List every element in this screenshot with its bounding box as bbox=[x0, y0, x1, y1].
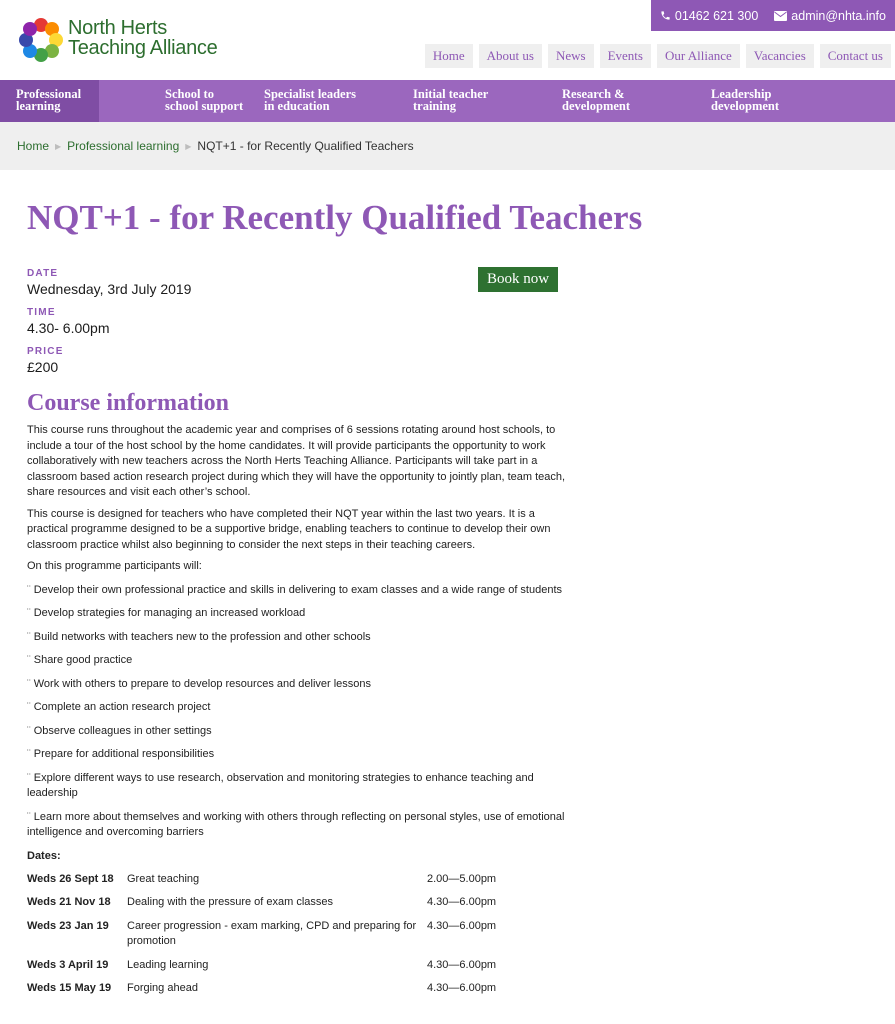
list-item-text: Observe colleagues in other settings bbox=[33, 724, 212, 737]
list-item bbox=[27, 677, 577, 693]
event-meta bbox=[27, 268, 577, 376]
topnav-vacancies[interactable]: Vacancies bbox=[746, 44, 814, 68]
session-date: Weds 15 May 19 bbox=[27, 982, 112, 994]
bullet-marker: ¨ bbox=[27, 771, 31, 784]
session-date: Weds 23 Jan 19 bbox=[27, 919, 109, 932]
list-item bbox=[27, 700, 577, 716]
session-time: 2.00—5.00pm bbox=[427, 872, 497, 885]
main-nav bbox=[0, 80, 895, 122]
session-time: 4.30—6.00pm bbox=[427, 919, 497, 932]
breadcrumb-current: NQT+1 - for Recently Qualified Teachers bbox=[197, 139, 414, 153]
site-name-line1: North Herts bbox=[68, 17, 167, 39]
session-topic: Leading learning bbox=[127, 958, 209, 971]
price-value: £200 bbox=[27, 359, 59, 375]
logo-flower-icon bbox=[17, 16, 65, 64]
breadcrumb bbox=[0, 122, 895, 170]
date-label: DATE bbox=[27, 268, 59, 279]
mainnav-label-line1: School to bbox=[165, 87, 214, 101]
breadcrumb-separator-icon: ▶ bbox=[55, 141, 62, 151]
topnav-home[interactable]: Home bbox=[425, 44, 473, 68]
mainnav-label-line2: development bbox=[711, 98, 780, 113]
table-row bbox=[27, 981, 517, 1005]
course-paragraph: This course is designed for teachers who have completed their NQT year within the last two years. It is a practical programme designed to be a supportive bridge, enabling teachers to continue to develop their own classroom practice whilst also beginning to consider the next steps in their teaching careers. bbox=[27, 507, 551, 551]
email-address: admin@nhta.info bbox=[791, 8, 886, 23]
mainnav-specialist-leaders[interactable] bbox=[248, 80, 397, 122]
contact-bar bbox=[651, 0, 895, 31]
time-value: 4.30- 6.00pm bbox=[27, 320, 110, 336]
list-item bbox=[27, 583, 577, 599]
session-topic: Great teaching bbox=[127, 872, 200, 885]
bullet-marker: ¨ bbox=[27, 630, 31, 643]
list-item bbox=[27, 724, 577, 740]
book-now-button[interactable]: Book now bbox=[478, 267, 558, 292]
bullet-marker: ¨ bbox=[27, 701, 31, 713]
mainnav-label-line2: in education bbox=[264, 98, 330, 113]
mainnav-label-line1: Professional bbox=[16, 87, 82, 101]
list-item bbox=[27, 747, 577, 763]
top-nav bbox=[425, 44, 891, 68]
mainnav-label-line1: Specialist leaders bbox=[264, 87, 357, 101]
list-item-text: Build networks with teachers new to the profession and other schools bbox=[33, 630, 371, 643]
email-link[interactable] bbox=[774, 9, 886, 23]
list-item bbox=[27, 630, 577, 646]
mainnav-label-line2: school support bbox=[165, 98, 244, 113]
date-value: Wednesday, 3rd July 2019 bbox=[27, 281, 192, 297]
bullet-marker: ¨ bbox=[27, 810, 31, 823]
mainnav-label-line1: Initial teacher bbox=[413, 87, 489, 101]
mainnav-label-line2: learning bbox=[16, 98, 61, 113]
page-title: NQT+1 - for Recently Qualified Teachers bbox=[27, 198, 643, 237]
topnav-contact-us[interactable]: Contact us bbox=[820, 44, 891, 68]
mainnav-school-to-school-support[interactable] bbox=[99, 80, 248, 122]
list-item bbox=[27, 606, 577, 622]
list-item bbox=[27, 653, 577, 669]
list-item-text: Develop their own professional practice and skills in delivering to exam classes and a wide range of students bbox=[33, 583, 563, 596]
site-header bbox=[0, 0, 895, 80]
topnav-our-alliance[interactable]: Our Alliance bbox=[657, 44, 740, 68]
session-time: 4.30—6.00pm bbox=[427, 896, 497, 908]
breadcrumb-home[interactable]: Home bbox=[17, 139, 50, 153]
bullet-marker: ¨ bbox=[27, 607, 31, 619]
table-row bbox=[27, 919, 517, 958]
list-item bbox=[27, 771, 577, 802]
main-content bbox=[27, 198, 643, 1005]
mainnav-professional-learning[interactable] bbox=[0, 80, 99, 122]
breadcrumb-professional-learning[interactable]: Professional learning bbox=[67, 139, 180, 153]
session-date: Weds 21 Nov 18 bbox=[27, 896, 111, 908]
site-name-line2: Teaching Alliance bbox=[68, 37, 218, 59]
site-logo[interactable] bbox=[17, 14, 237, 66]
site-name bbox=[68, 18, 217, 58]
topnav-events[interactable]: Events bbox=[600, 44, 651, 68]
topnav-news[interactable]: News bbox=[548, 44, 594, 68]
outcomes-list bbox=[27, 583, 577, 841]
bullet-marker: ¨ bbox=[27, 724, 31, 737]
list-item bbox=[27, 810, 577, 841]
price-label: PRICE bbox=[27, 346, 64, 357]
bullet-marker: ¨ bbox=[27, 748, 31, 760]
envelope-icon bbox=[774, 11, 787, 21]
dates-table bbox=[27, 872, 517, 1005]
session-topic: Forging ahead bbox=[127, 982, 198, 994]
bullet-marker: ¨ bbox=[27, 583, 31, 596]
phone-link[interactable] bbox=[660, 9, 758, 23]
mainnav-label-line1: Research & bbox=[562, 87, 625, 101]
session-time: 4.30—6.00pm bbox=[427, 982, 497, 994]
session-topic: Dealing with the pressure of exam classes bbox=[127, 896, 334, 908]
list-item-text: Develop strategies for managing an increased workload bbox=[33, 607, 306, 619]
phone-icon bbox=[660, 10, 671, 21]
mainnav-label-line2: development bbox=[562, 98, 631, 113]
mainnav-research-development[interactable] bbox=[546, 80, 695, 122]
phone-number: 01462 621 300 bbox=[674, 8, 759, 23]
list-item-text: Complete an action research project bbox=[33, 701, 211, 713]
list-item-text: Explore different ways to use research, observation and monitoring strategies to enhance teaching and leadership bbox=[27, 771, 534, 799]
course-paragraph: This course runs throughout the academic year and comprises of 6 sessions rotating around host schools, to include a tour of the host school by the home candidates. It will provide participants the opportunity to work collaboratively with new teachers across the North Herts Teaching Alliance. Participants will take part in a classroom based action research project during which they will have the opportunity to jointly plan, team teach, share resources and visit each other’s school. bbox=[27, 424, 566, 498]
session-topic: Career progression - exam marking, CPD and preparing for promotion bbox=[127, 919, 417, 947]
mainnav-leadership-development[interactable] bbox=[695, 80, 844, 122]
mainnav-label-line1: Leadership bbox=[711, 87, 772, 101]
session-date: Weds 26 Sept 18 bbox=[27, 872, 114, 885]
time-label: TIME bbox=[27, 307, 56, 318]
course-paragraph: On this programme participants will: bbox=[27, 560, 202, 572]
list-item-text: Work with others to prepare to develop resources and deliver lessons bbox=[33, 677, 372, 690]
topnav-about-us[interactable]: About us bbox=[479, 44, 542, 68]
bullet-marker: ¨ bbox=[27, 654, 31, 666]
bullet-marker: ¨ bbox=[27, 677, 31, 690]
mainnav-label-line2: training bbox=[413, 98, 457, 113]
list-item-text: Prepare for additional responsibilities bbox=[33, 748, 215, 760]
list-item-text: Share good practice bbox=[33, 654, 133, 666]
session-time: 4.30—6.00pm bbox=[427, 958, 497, 971]
section-title: Course information bbox=[27, 390, 229, 416]
dates-heading: Dates: bbox=[27, 849, 61, 862]
session-date: Weds 3 April 19 bbox=[27, 958, 109, 971]
table-row bbox=[27, 958, 517, 982]
table-row bbox=[27, 872, 517, 896]
mainnav-initial-teacher-training[interactable] bbox=[397, 80, 546, 122]
table-row bbox=[27, 895, 517, 919]
list-item-text: Learn more about themselves and working with others through reflecting on personal styles, use of emotional intelligence and overcoming barriers bbox=[27, 810, 565, 838]
breadcrumb-separator-icon: ▶ bbox=[185, 141, 192, 151]
